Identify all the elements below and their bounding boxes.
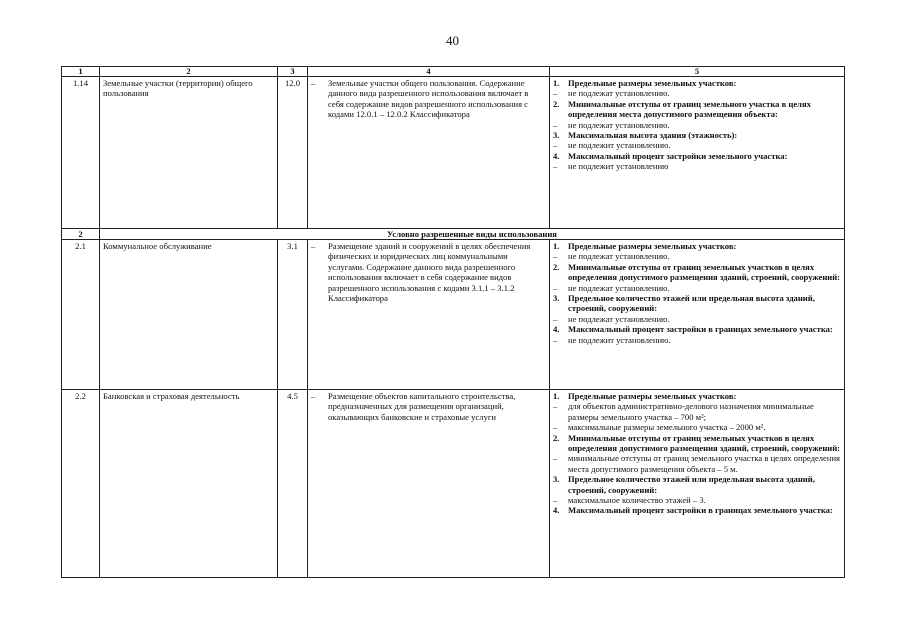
- land-use-table: [61, 66, 845, 578]
- requirements-cell: [550, 77, 845, 229]
- requirement-value: – для объектов административно-делового назначения минимальные размеры земельного участка – 700 м²;: [553, 401, 814, 422]
- column-number-row: [62, 67, 845, 77]
- table-row: [62, 77, 845, 229]
- column-number: 2: [100, 67, 278, 77]
- use-name: Коммунальное обслуживание: [100, 240, 278, 390]
- requirement-item: 4. Максимальный процент застройки земельного участка:: [553, 150, 788, 161]
- row-number: 2.1: [62, 240, 100, 390]
- section-title: Условно разрешенные виды использования: [100, 229, 845, 240]
- table-row: [62, 240, 845, 390]
- row-number: 1.14: [62, 77, 100, 229]
- requirement-value: – минимальные отступы от границ земельного участка в целях определения места допустимого размещения объекта – 5 м.: [553, 453, 841, 474]
- use-description: – Размещение объектов капитального строительства, предназначенных для размещения организаций, оказывающих банковские и страховые услуги: [308, 390, 550, 578]
- requirement-value: – не подлежит установлению: [553, 161, 669, 172]
- use-code: 12.0: [278, 77, 308, 229]
- use-description: – Земельные участки общего пользования. Содержание данного вида разрешенного использования включает в себя содержание видов разрешенного использования с кодами 12.0.1 – 12.0.2 Классификатора: [308, 77, 550, 229]
- requirement-item: 3. Предельное количество этажей или предельная высота зданий, строений, сооружений:: [553, 474, 815, 495]
- section-row: [62, 229, 845, 240]
- requirement-item: 1. Предельные размеры земельных участков:: [553, 391, 737, 401]
- requirement-item: 2. Минимальные отступы от границ земельных участков в целях определения допустимого размещения зданий, строений, сооружений:: [553, 261, 841, 283]
- requirement-value: – не подлежит установлению.: [553, 140, 671, 151]
- column-number: 4: [308, 67, 550, 77]
- use-name: Банковская и страховая деятельность: [100, 390, 278, 578]
- use-description: – Размещение зданий и сооружений в целях обеспечения физических и юридических лиц коммунальными услугами. Содержание данного вида разрешенного использования включает в себя содержание видов разрешенного использования с кодами 3.1.1 – 3.1.2 Классификатора: [308, 240, 550, 390]
- description-text: Размещение зданий и сооружений в целях обеспечения физических и юридических лиц коммунальными услугами. Содержание данного вида разрешенного использования включает в себя содержание видов разрешенного использования с кодами 3.1.1 – 3.1.2 Классификатора: [328, 241, 531, 304]
- section-number: 2: [62, 229, 100, 240]
- requirement-item: 3. Предельное количество этажей или предельная высота зданий, строений, сооружений:: [553, 293, 815, 314]
- requirement-item: 4. Максимальный процент застройки в границах земельного участка:: [553, 505, 833, 516]
- requirement-value: – не подлежат установлению.: [553, 251, 670, 262]
- use-name: Земельные участки (территории) общего пользования: [100, 77, 278, 229]
- requirement-item: 4. Максимальный процент застройки в границах земельного участка:: [553, 324, 833, 335]
- requirement-item: 3. Максимальная высота здания (этажность):: [553, 130, 738, 141]
- table-row: [62, 390, 845, 578]
- requirement-value: – не подлежат установлению.: [553, 313, 670, 324]
- requirements-cell: [550, 240, 845, 390]
- row-number: 2.2: [62, 390, 100, 578]
- requirement-item: 2. Минимальные отступы от границ земельных участков в целях определения допустимого размещения зданий, строений, сооружений:: [553, 432, 841, 454]
- use-code: 4.5: [278, 390, 308, 578]
- requirement-value: – не подлежит установлению.: [553, 334, 671, 345]
- requirement-value: – максимальные размеры земельного участка – 2000 м².: [553, 422, 766, 433]
- requirements-cell: [550, 390, 845, 578]
- requirement-value: – не подлежат установлению.: [553, 119, 670, 130]
- requirement-value: – не подлежат установлению.: [553, 88, 670, 99]
- description-text: Земельные участки общего пользования. Содержание данного вида разрешенного использования включает в себя содержание видов разрешенного использования с кодами 12.0.1 – 12.0.2 Классификатора: [328, 78, 529, 120]
- requirement-item: 1. Предельные размеры земельных участков:: [553, 78, 737, 88]
- page-number: 40: [446, 33, 459, 48]
- description-text: Размещение объектов капитального строительства, предназначенных для размещения организаций, оказывающих банковские и страховые услуги: [328, 391, 516, 422]
- use-code: 3.1: [278, 240, 308, 390]
- column-number: 3: [278, 67, 308, 77]
- column-number: 5: [550, 67, 845, 77]
- requirement-item: 2. Минимальные отступы от границ земельного участка в целях определения места допустимого размещения объекта:: [553, 98, 811, 120]
- requirement-value: – не подлежат установлению.: [553, 282, 670, 293]
- requirement-value: – максимальное количество этажей – 3.: [553, 495, 706, 506]
- requirement-item: 1. Предельные размеры земельных участков:: [553, 241, 737, 251]
- column-number: 1: [62, 67, 100, 77]
